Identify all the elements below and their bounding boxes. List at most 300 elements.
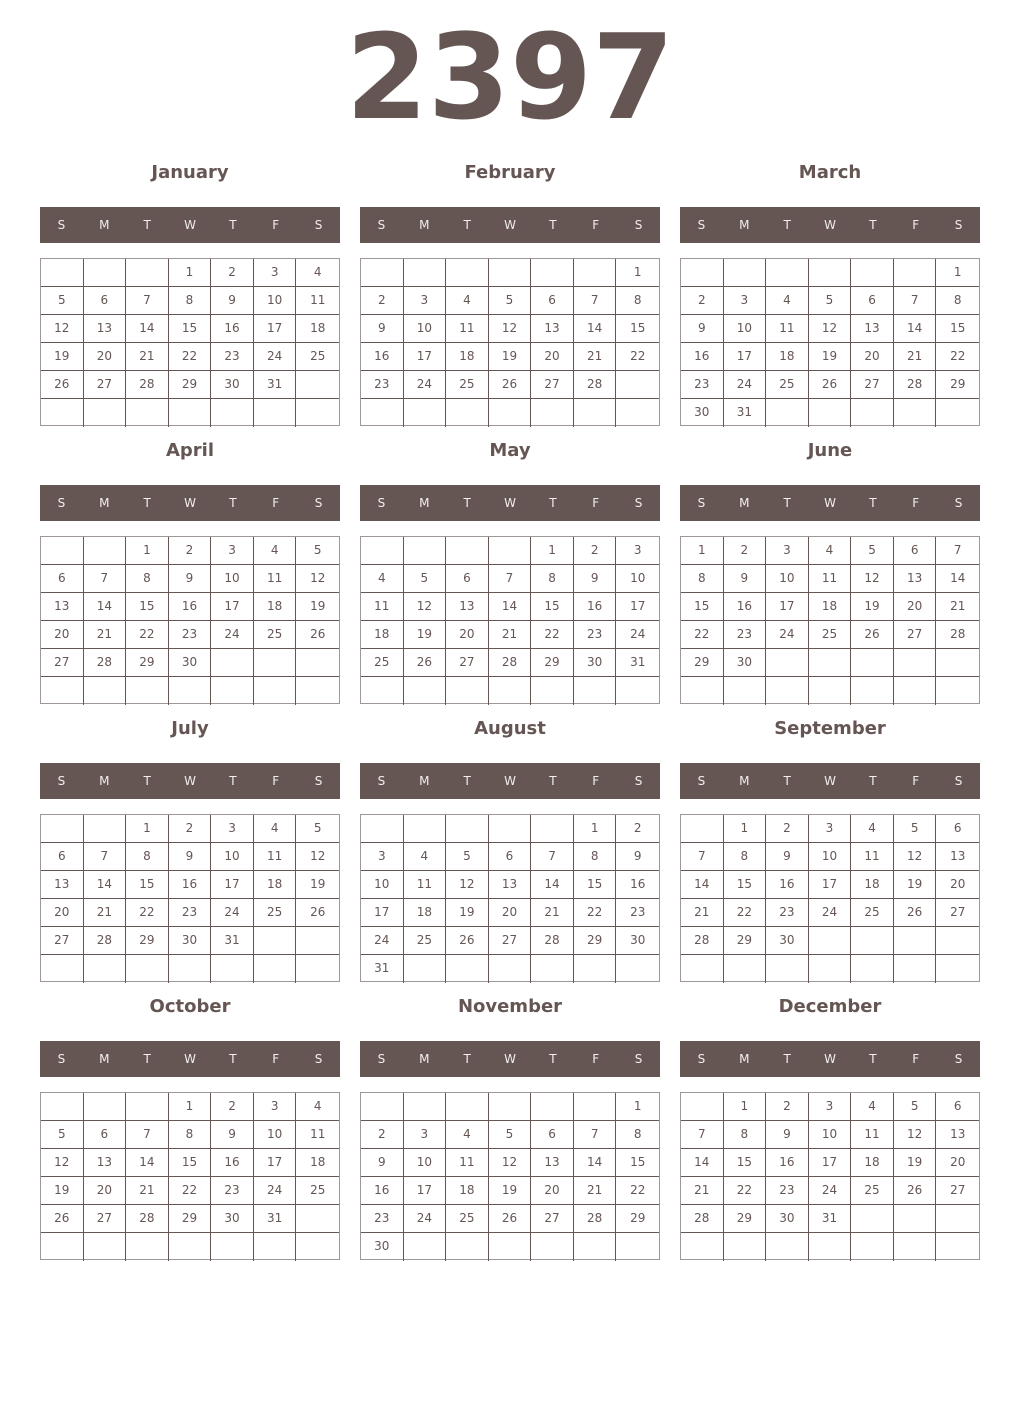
day-cell xyxy=(211,955,254,983)
day-cell: 20 xyxy=(41,899,84,927)
day-grid xyxy=(680,536,980,704)
day-cell: 1 xyxy=(531,537,574,565)
day-cell: 29 xyxy=(724,927,767,955)
day-cell xyxy=(809,649,852,677)
day-cell xyxy=(126,1233,169,1261)
day-cell: 6 xyxy=(446,565,489,593)
day-cell: 20 xyxy=(531,343,574,371)
weekday-label: T xyxy=(463,496,471,510)
day-cell xyxy=(361,815,404,843)
weekday-label: S xyxy=(954,496,963,510)
day-cell: 14 xyxy=(681,1149,724,1177)
day-cell: 22 xyxy=(724,899,767,927)
day-cell: 27 xyxy=(84,371,127,399)
day-cell: 23 xyxy=(169,899,212,927)
day-cell xyxy=(489,1093,532,1121)
day-cell: 25 xyxy=(404,927,447,955)
day-cell: 25 xyxy=(851,1177,894,1205)
weekday-label: F xyxy=(592,218,600,232)
day-cell: 9 xyxy=(766,843,809,871)
day-cell: 17 xyxy=(404,1177,447,1205)
day-cell: 26 xyxy=(851,621,894,649)
day-cell: 7 xyxy=(84,565,127,593)
day-cell: 13 xyxy=(936,1121,979,1149)
weekday-label: M xyxy=(739,218,750,232)
day-cell: 24 xyxy=(766,621,809,649)
day-cell: 30 xyxy=(211,1205,254,1233)
day-cell: 22 xyxy=(616,343,659,371)
day-cell: 2 xyxy=(766,1093,809,1121)
day-cell: 3 xyxy=(809,815,852,843)
day-cell xyxy=(84,1093,127,1121)
day-cell: 30 xyxy=(361,1233,404,1261)
day-cell xyxy=(724,677,767,705)
day-cell: 9 xyxy=(361,1149,404,1177)
day-cell: 1 xyxy=(616,1093,659,1121)
day-cell: 14 xyxy=(84,871,127,899)
weekday-label: W xyxy=(824,218,836,232)
weekday-header xyxy=(40,485,340,521)
day-cell: 6 xyxy=(531,287,574,315)
day-cell: 26 xyxy=(809,371,852,399)
day-cell xyxy=(211,677,254,705)
day-cell: 7 xyxy=(574,1121,617,1149)
day-grid xyxy=(40,1092,340,1260)
day-grid xyxy=(680,1092,980,1260)
day-cell xyxy=(851,259,894,287)
weekday-label: T xyxy=(783,774,791,788)
day-cell xyxy=(766,1233,809,1261)
day-cell xyxy=(531,1093,574,1121)
day-cell: 6 xyxy=(41,843,84,871)
month-august xyxy=(360,706,660,982)
day-cell: 22 xyxy=(126,621,169,649)
day-cell: 19 xyxy=(296,593,339,621)
day-cell xyxy=(296,677,339,705)
day-cell: 2 xyxy=(724,537,767,565)
day-cell: 26 xyxy=(296,621,339,649)
weekday-label: M xyxy=(419,774,430,788)
day-cell: 2 xyxy=(361,287,404,315)
day-cell: 1 xyxy=(169,1093,212,1121)
day-cell: 5 xyxy=(489,287,532,315)
day-cell xyxy=(531,1233,574,1261)
day-cell: 2 xyxy=(681,287,724,315)
weekday-label: W xyxy=(824,774,836,788)
day-cell: 8 xyxy=(724,843,767,871)
weekday-label: M xyxy=(739,1052,750,1066)
day-cell: 14 xyxy=(574,1149,617,1177)
day-cell xyxy=(84,1233,127,1261)
day-cell xyxy=(531,259,574,287)
day-cell: 1 xyxy=(616,259,659,287)
weekday-label: M xyxy=(99,218,110,232)
month-january xyxy=(40,150,340,426)
day-cell: 25 xyxy=(446,1205,489,1233)
day-cell: 26 xyxy=(489,371,532,399)
day-cell: 17 xyxy=(766,593,809,621)
day-cell: 4 xyxy=(851,815,894,843)
day-cell xyxy=(41,259,84,287)
day-cell xyxy=(851,1233,894,1261)
day-cell xyxy=(404,259,447,287)
day-cell: 30 xyxy=(681,399,724,427)
day-cell: 26 xyxy=(41,1205,84,1233)
day-cell xyxy=(404,537,447,565)
day-cell: 26 xyxy=(404,649,447,677)
day-cell: 2 xyxy=(361,1121,404,1149)
day-cell: 13 xyxy=(936,843,979,871)
day-cell: 27 xyxy=(851,371,894,399)
day-cell: 22 xyxy=(169,1177,212,1205)
day-cell: 30 xyxy=(766,1205,809,1233)
month-title: January xyxy=(151,162,229,183)
day-cell: 2 xyxy=(169,537,212,565)
day-cell: 2 xyxy=(169,815,212,843)
day-cell xyxy=(41,537,84,565)
day-cell: 29 xyxy=(616,1205,659,1233)
day-cell xyxy=(681,1233,724,1261)
day-cell: 21 xyxy=(574,343,617,371)
day-cell: 12 xyxy=(446,871,489,899)
day-cell: 16 xyxy=(681,343,724,371)
day-cell xyxy=(404,399,447,427)
year-title: 2397 xyxy=(345,8,675,146)
day-cell: 25 xyxy=(296,1177,339,1205)
day-cell xyxy=(126,955,169,983)
day-cell: 16 xyxy=(169,593,212,621)
weekday-label: S xyxy=(377,774,386,788)
day-cell xyxy=(211,649,254,677)
weekday-label: W xyxy=(184,496,196,510)
weekday-label: F xyxy=(912,774,920,788)
day-cell: 3 xyxy=(724,287,767,315)
weekday-label: T xyxy=(463,1052,471,1066)
day-cell: 11 xyxy=(766,315,809,343)
day-cell: 5 xyxy=(809,287,852,315)
day-cell xyxy=(446,677,489,705)
day-cell xyxy=(84,677,127,705)
day-cell xyxy=(446,955,489,983)
day-cell: 28 xyxy=(126,1205,169,1233)
day-cell: 12 xyxy=(894,1121,937,1149)
day-cell: 15 xyxy=(616,315,659,343)
day-cell: 16 xyxy=(211,315,254,343)
day-cell: 11 xyxy=(851,843,894,871)
day-cell: 12 xyxy=(809,315,852,343)
day-cell: 1 xyxy=(169,259,212,287)
day-cell: 28 xyxy=(531,927,574,955)
day-cell: 28 xyxy=(84,927,127,955)
day-cell xyxy=(574,1233,617,1261)
day-cell: 14 xyxy=(531,871,574,899)
day-cell xyxy=(361,399,404,427)
day-cell: 3 xyxy=(361,843,404,871)
day-cell: 16 xyxy=(724,593,767,621)
day-cell xyxy=(126,259,169,287)
day-cell: 8 xyxy=(724,1121,767,1149)
month-title: March xyxy=(798,162,862,183)
day-cell: 16 xyxy=(361,1177,404,1205)
day-cell: 4 xyxy=(446,1121,489,1149)
month-title: February xyxy=(464,162,556,183)
day-cell: 4 xyxy=(766,287,809,315)
day-cell xyxy=(851,955,894,983)
day-cell: 20 xyxy=(894,593,937,621)
day-cell: 8 xyxy=(574,843,617,871)
day-cell: 21 xyxy=(84,899,127,927)
day-cell: 27 xyxy=(489,927,532,955)
day-cell: 3 xyxy=(254,1093,297,1121)
day-cell: 4 xyxy=(254,537,297,565)
month-april xyxy=(40,428,340,704)
day-cell: 8 xyxy=(531,565,574,593)
day-cell: 31 xyxy=(809,1205,852,1233)
day-cell: 12 xyxy=(404,593,447,621)
day-grid xyxy=(360,258,660,426)
month-title: April xyxy=(165,440,215,461)
day-cell: 10 xyxy=(809,843,852,871)
day-cell: 18 xyxy=(851,871,894,899)
day-cell: 21 xyxy=(126,343,169,371)
day-cell xyxy=(404,1093,447,1121)
day-cell: 28 xyxy=(574,371,617,399)
day-cell: 27 xyxy=(936,1177,979,1205)
day-cell: 14 xyxy=(894,315,937,343)
day-cell: 4 xyxy=(296,259,339,287)
day-cell: 9 xyxy=(211,287,254,315)
day-cell xyxy=(254,677,297,705)
day-cell xyxy=(681,677,724,705)
day-cell xyxy=(681,815,724,843)
day-cell: 25 xyxy=(254,621,297,649)
day-cell xyxy=(809,677,852,705)
day-cell: 4 xyxy=(851,1093,894,1121)
month-november xyxy=(360,984,660,1260)
day-cell: 23 xyxy=(574,621,617,649)
weekday-header xyxy=(680,1041,980,1077)
day-cell: 21 xyxy=(489,621,532,649)
day-cell xyxy=(894,955,937,983)
day-cell: 9 xyxy=(574,565,617,593)
weekday-label: T xyxy=(869,496,877,510)
day-cell xyxy=(616,955,659,983)
weekday-label: S xyxy=(57,218,66,232)
day-grid xyxy=(680,814,980,982)
day-cell: 28 xyxy=(489,649,532,677)
day-cell: 25 xyxy=(851,899,894,927)
day-cell: 15 xyxy=(681,593,724,621)
day-cell: 31 xyxy=(361,955,404,983)
day-cell: 27 xyxy=(894,621,937,649)
day-cell: 3 xyxy=(254,259,297,287)
weekday-label: F xyxy=(272,218,280,232)
day-cell: 20 xyxy=(489,899,532,927)
day-cell: 5 xyxy=(489,1121,532,1149)
day-cell: 7 xyxy=(936,537,979,565)
day-cell: 20 xyxy=(446,621,489,649)
weekday-label: S xyxy=(377,496,386,510)
day-cell: 1 xyxy=(574,815,617,843)
day-cell: 27 xyxy=(936,899,979,927)
day-cell xyxy=(724,1233,767,1261)
day-cell: 8 xyxy=(126,843,169,871)
day-cell: 19 xyxy=(446,899,489,927)
day-cell: 23 xyxy=(766,899,809,927)
day-cell: 5 xyxy=(851,537,894,565)
day-cell: 21 xyxy=(936,593,979,621)
day-cell xyxy=(489,815,532,843)
weekday-label: S xyxy=(697,496,706,510)
day-cell xyxy=(84,537,127,565)
day-cell: 15 xyxy=(126,593,169,621)
day-cell: 28 xyxy=(936,621,979,649)
weekday-header xyxy=(40,207,340,243)
day-cell: 9 xyxy=(361,315,404,343)
day-cell: 27 xyxy=(531,1205,574,1233)
weekday-label: F xyxy=(272,1052,280,1066)
weekday-label: F xyxy=(592,774,600,788)
weekday-label: T xyxy=(869,1052,877,1066)
weekday-label: W xyxy=(184,774,196,788)
day-cell: 14 xyxy=(574,315,617,343)
day-cell: 24 xyxy=(404,1205,447,1233)
day-cell: 19 xyxy=(296,871,339,899)
day-cell xyxy=(169,955,212,983)
weekday-header xyxy=(360,485,660,521)
day-grid xyxy=(360,536,660,704)
day-cell xyxy=(681,259,724,287)
day-cell xyxy=(574,677,617,705)
day-cell: 30 xyxy=(724,649,767,677)
day-cell: 22 xyxy=(681,621,724,649)
weekday-label: M xyxy=(419,218,430,232)
day-cell xyxy=(531,399,574,427)
day-cell: 29 xyxy=(574,927,617,955)
month-title: December xyxy=(778,996,882,1017)
day-cell xyxy=(766,955,809,983)
day-cell: 13 xyxy=(531,1149,574,1177)
day-cell: 5 xyxy=(404,565,447,593)
day-cell: 8 xyxy=(936,287,979,315)
day-cell: 9 xyxy=(169,843,212,871)
day-cell xyxy=(41,399,84,427)
weekday-label: S xyxy=(377,218,386,232)
day-cell: 18 xyxy=(766,343,809,371)
day-cell: 7 xyxy=(489,565,532,593)
day-cell: 5 xyxy=(41,287,84,315)
day-cell xyxy=(616,677,659,705)
day-cell: 22 xyxy=(169,343,212,371)
day-cell: 20 xyxy=(41,621,84,649)
day-cell: 5 xyxy=(446,843,489,871)
day-cell: 13 xyxy=(446,593,489,621)
day-cell xyxy=(446,1233,489,1261)
day-cell: 10 xyxy=(809,1121,852,1149)
day-cell: 5 xyxy=(894,1093,937,1121)
day-cell: 23 xyxy=(361,1205,404,1233)
day-cell: 20 xyxy=(531,1177,574,1205)
day-cell xyxy=(254,399,297,427)
day-cell xyxy=(254,955,297,983)
day-cell xyxy=(766,677,809,705)
day-cell: 7 xyxy=(531,843,574,871)
day-cell: 31 xyxy=(254,371,297,399)
day-cell: 9 xyxy=(616,843,659,871)
day-cell: 24 xyxy=(254,1177,297,1205)
day-cell: 27 xyxy=(84,1205,127,1233)
day-cell: 29 xyxy=(126,927,169,955)
day-cell: 13 xyxy=(41,871,84,899)
day-cell: 8 xyxy=(126,565,169,593)
day-cell: 25 xyxy=(254,899,297,927)
day-cell xyxy=(574,1093,617,1121)
day-cell: 22 xyxy=(574,899,617,927)
day-cell: 13 xyxy=(84,1149,127,1177)
day-cell: 18 xyxy=(851,1149,894,1177)
day-cell xyxy=(404,955,447,983)
day-cell xyxy=(616,371,659,399)
day-cell xyxy=(681,955,724,983)
day-cell: 7 xyxy=(126,1121,169,1149)
weekday-label: T xyxy=(229,496,237,510)
day-cell: 23 xyxy=(211,1177,254,1205)
day-cell: 25 xyxy=(296,343,339,371)
day-cell: 13 xyxy=(489,871,532,899)
day-cell xyxy=(404,1233,447,1261)
weekday-label: F xyxy=(272,774,280,788)
day-cell: 7 xyxy=(681,1121,724,1149)
month-february xyxy=(360,150,660,426)
day-cell: 18 xyxy=(361,621,404,649)
weekday-label: W xyxy=(504,1052,516,1066)
day-cell: 31 xyxy=(616,649,659,677)
day-cell: 19 xyxy=(894,871,937,899)
day-cell: 30 xyxy=(169,649,212,677)
weekday-label: S xyxy=(377,1052,386,1066)
weekday-label: W xyxy=(184,218,196,232)
month-title: October xyxy=(149,996,231,1017)
day-cell: 29 xyxy=(936,371,979,399)
day-cell: 10 xyxy=(724,315,767,343)
month-title: July xyxy=(171,718,209,739)
day-cell: 29 xyxy=(681,649,724,677)
day-cell xyxy=(404,677,447,705)
day-cell xyxy=(41,677,84,705)
weekday-label: W xyxy=(504,496,516,510)
day-cell: 21 xyxy=(574,1177,617,1205)
weekday-label: T xyxy=(549,218,557,232)
day-cell: 9 xyxy=(211,1121,254,1149)
day-cell: 4 xyxy=(296,1093,339,1121)
weekday-label: F xyxy=(592,1052,600,1066)
day-cell: 23 xyxy=(766,1177,809,1205)
day-cell: 23 xyxy=(724,621,767,649)
day-cell xyxy=(446,399,489,427)
day-cell: 28 xyxy=(894,371,937,399)
day-cell: 8 xyxy=(681,565,724,593)
day-cell: 3 xyxy=(766,537,809,565)
day-cell: 23 xyxy=(211,343,254,371)
day-cell: 6 xyxy=(84,287,127,315)
day-cell xyxy=(766,399,809,427)
day-cell: 11 xyxy=(254,843,297,871)
weekday-label: F xyxy=(912,218,920,232)
day-cell xyxy=(361,259,404,287)
day-cell: 3 xyxy=(616,537,659,565)
day-cell: 3 xyxy=(211,537,254,565)
day-cell: 14 xyxy=(126,315,169,343)
